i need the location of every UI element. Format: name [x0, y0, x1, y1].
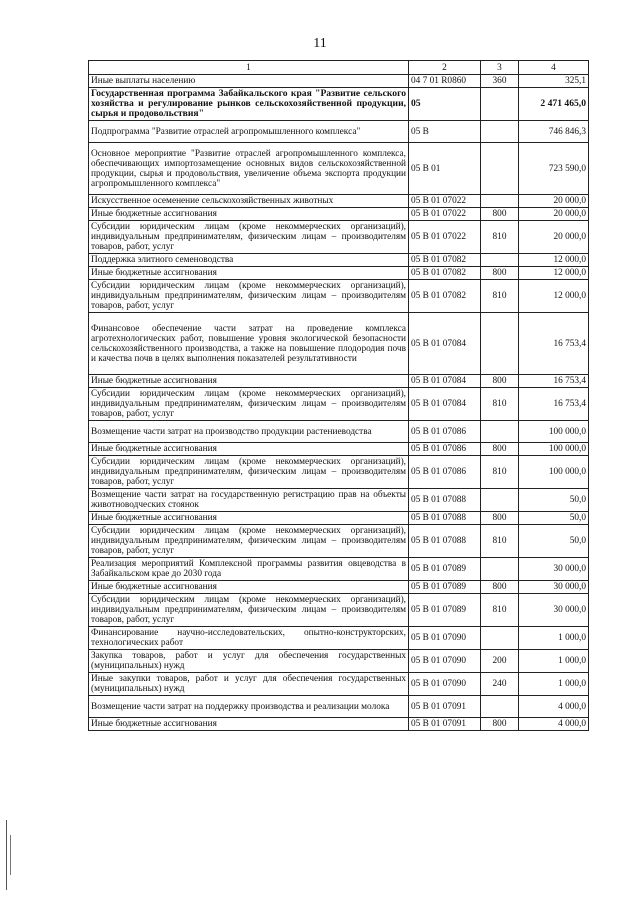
row-amount-cell: 1 000,0	[519, 627, 589, 650]
table-row	[89, 75, 589, 88]
table-row	[89, 696, 589, 718]
table-row	[89, 594, 589, 627]
table-row	[89, 280, 589, 313]
row-amount-cell: 50,0	[519, 512, 589, 525]
row-name-cell: Субсидии юридическим лицам (кроме некоммерческих организаций), индивидуальным предпринимателям, физическим лицам – производителям товаров, работ, услуг	[89, 525, 409, 558]
table-row	[89, 489, 589, 512]
row-code-cell: 05 В 01 07082	[409, 254, 481, 267]
row-name-cell: Иные выплаты населению	[89, 75, 409, 88]
row-expense-type-cell: 360	[481, 75, 519, 88]
table-body	[89, 61, 589, 731]
table-row	[89, 143, 589, 195]
row-expense-type-cell: 810	[481, 221, 519, 254]
row-expense-type-cell	[481, 696, 519, 718]
row-name-cell: Иные бюджетные ассигнования	[89, 581, 409, 594]
row-code-cell: 05 В 01 07082	[409, 267, 481, 280]
row-expense-type-cell	[481, 421, 519, 443]
row-code-cell: 05 В 01 07088	[409, 512, 481, 525]
column-header-row	[89, 61, 589, 75]
row-expense-type-cell	[481, 121, 519, 143]
row-expense-type-cell: 800	[481, 267, 519, 280]
row-name-cell: Иные бюджетные ассигнования	[89, 208, 409, 221]
row-expense-type-cell: 800	[481, 375, 519, 388]
row-amount-cell: 100 000,0	[519, 456, 589, 489]
row-code-cell: 04 7 01 R0860	[409, 75, 481, 88]
row-code-cell: 05 В 01 07088	[409, 525, 481, 558]
table-row	[89, 525, 589, 558]
table-row	[89, 581, 589, 594]
row-name-cell: Подпрограмма "Развитие отраслей агропромышленного комплекса"	[89, 121, 409, 143]
budget-allocation-table	[88, 60, 589, 731]
row-name-cell: Возмещение части затрат на государственную регистрацию прав на объекты животноводческих стоянок	[89, 489, 409, 512]
row-expense-type-cell	[481, 627, 519, 650]
table-row	[89, 208, 589, 221]
row-name-cell: Иные закупки товаров, работ и услуг для обеспечения государственных (муниципальных) нужд	[89, 673, 409, 696]
row-name-cell: Реализация мероприятий Комплексной программы развития овцеводства в Забайкальском крае до 2030 года	[89, 558, 409, 581]
column-header-1: 1	[89, 61, 409, 75]
row-code-cell: 05 В 01 07089	[409, 558, 481, 581]
table-row	[89, 443, 589, 456]
table-row	[89, 512, 589, 525]
row-amount-cell: 1 000,0	[519, 673, 589, 696]
row-name-cell: Субсидии юридическим лицам (кроме некоммерческих организаций), индивидуальным предпринимателям, физическим лицам – производителям товаров, работ, услуг	[89, 456, 409, 489]
row-amount-cell: 50,0	[519, 525, 589, 558]
row-name-cell: Иные бюджетные ассигнования	[89, 718, 409, 731]
row-expense-type-cell: 800	[481, 512, 519, 525]
row-name-cell: Закупка товаров, работ и услуг для обеспечения государственных (муниципальных) нужд	[89, 650, 409, 673]
row-expense-type-cell: 800	[481, 581, 519, 594]
column-header-3: 3	[481, 61, 519, 75]
row-code-cell: 05 В 01 07084	[409, 375, 481, 388]
row-code-cell: 05 В 01 07089	[409, 594, 481, 627]
table-row	[89, 558, 589, 581]
row-expense-type-cell: 800	[481, 208, 519, 221]
row-amount-cell: 4 000,0	[519, 718, 589, 731]
table-row	[89, 388, 589, 421]
row-code-cell: 05 В 01 07090	[409, 627, 481, 650]
row-code-cell: 05 В 01 07022	[409, 221, 481, 254]
row-expense-type-cell: 800	[481, 718, 519, 731]
row-name-cell: Поддержка элитного семеноводства	[89, 254, 409, 267]
table-row	[89, 456, 589, 489]
row-expense-type-cell	[481, 313, 519, 375]
row-code-cell: 05 В	[409, 121, 481, 143]
row-code-cell: 05 В 01 07022	[409, 195, 481, 208]
table-row	[89, 267, 589, 280]
row-code-cell: 05 В 01 07082	[409, 280, 481, 313]
table-row	[89, 375, 589, 388]
page-number: 11	[313, 36, 327, 51]
column-header-2: 2	[409, 61, 481, 75]
row-code-cell: 05 В 01	[409, 143, 481, 195]
row-amount-cell: 100 000,0	[519, 443, 589, 456]
row-expense-type-cell: 240	[481, 673, 519, 696]
row-expense-type-cell	[481, 195, 519, 208]
table-row	[89, 88, 589, 121]
row-amount-cell: 16 753,4	[519, 375, 589, 388]
row-amount-cell: 16 753,4	[519, 388, 589, 421]
row-amount-cell: 30 000,0	[519, 594, 589, 627]
row-name-cell: Возмещение части затрат на поддержку производства и реализации молока	[89, 696, 409, 718]
row-expense-type-cell: 200	[481, 650, 519, 673]
row-code-cell: 05 В 01 07086	[409, 456, 481, 489]
table-row	[89, 221, 589, 254]
row-name-cell: Возмещение части затрат на производство продукции растениеводства	[89, 421, 409, 443]
row-expense-type-cell	[481, 88, 519, 121]
row-name-cell: Искусственное осеменение сельскохозяйственных животных	[89, 195, 409, 208]
row-amount-cell: 20 000,0	[519, 221, 589, 254]
table-row	[89, 421, 589, 443]
row-code-cell: 05 В 01 07086	[409, 421, 481, 443]
table-row	[89, 254, 589, 267]
row-amount-cell: 16 753,4	[519, 313, 589, 375]
margin-mark	[6, 820, 7, 890]
row-amount-cell: 723 590,0	[519, 143, 589, 195]
row-code-cell: 05 В 01 07084	[409, 388, 481, 421]
row-expense-type-cell: 810	[481, 594, 519, 627]
row-expense-type-cell	[481, 254, 519, 267]
row-amount-cell: 100 000,0	[519, 421, 589, 443]
row-name-cell: Государственная программа Забайкальского края "Развитие сельского хозяйства и регулирование рынков сельскохозяйственной продукции, сырья и продовольствия"	[89, 88, 409, 121]
row-name-cell: Иные бюджетные ассигнования	[89, 375, 409, 388]
row-amount-cell: 12 000,0	[519, 280, 589, 313]
row-amount-cell: 2 471 465,0	[519, 88, 589, 121]
row-name-cell: Иные бюджетные ассигнования	[89, 443, 409, 456]
row-code-cell: 05 В 01 07086	[409, 443, 481, 456]
row-amount-cell: 12 000,0	[519, 254, 589, 267]
row-code-cell: 05 В 01 07091	[409, 696, 481, 718]
row-amount-cell: 1 000,0	[519, 650, 589, 673]
row-expense-type-cell: 810	[481, 280, 519, 313]
row-name-cell: Субсидии юридическим лицам (кроме некоммерческих организаций), индивидуальным предпринимателям, физическим лицам – производителям товаров, работ, услуг	[89, 594, 409, 627]
row-expense-type-cell	[481, 558, 519, 581]
row-name-cell: Иные бюджетные ассигнования	[89, 267, 409, 280]
table-row	[89, 195, 589, 208]
row-name-cell: Финансирование научно-исследовательских, опытно-конструкторских, технологических работ	[89, 627, 409, 650]
table-row	[89, 673, 589, 696]
row-name-cell: Субсидии юридическим лицам (кроме некоммерческих организаций), индивидуальным предпринимателям, физическим лицам – производителям товаров, работ, услуг	[89, 221, 409, 254]
row-amount-cell: 325,1	[519, 75, 589, 88]
row-amount-cell: 50,0	[519, 489, 589, 512]
row-expense-type-cell	[481, 489, 519, 512]
row-code-cell: 05 В 01 07022	[409, 208, 481, 221]
row-amount-cell: 4 000,0	[519, 696, 589, 718]
row-code-cell: 05 В 01 07091	[409, 718, 481, 731]
row-code-cell: 05 В 01 07090	[409, 650, 481, 673]
row-code-cell: 05 В 01 07084	[409, 313, 481, 375]
row-code-cell: 05	[409, 88, 481, 121]
row-name-cell: Финансовое обеспечение части затрат на проведение комплекса агротехнологических работ, повышение уровня экологической безопасности сельскохозяйственного производства, а также на повышение плодородия почв и качества почв в целях выполнения показателей результативности	[89, 313, 409, 375]
row-expense-type-cell: 810	[481, 525, 519, 558]
column-header-4: 4	[519, 61, 589, 75]
row-amount-cell: 30 000,0	[519, 558, 589, 581]
row-name-cell: Субсидии юридическим лицам (кроме некоммерческих организаций), индивидуальным предпринимателям, физическим лицам – производителям товаров, работ, услуг	[89, 388, 409, 421]
row-name-cell: Субсидии юридическим лицам (кроме некоммерческих организаций), индивидуальным предпринимателям, физическим лицам – производителям товаров, работ, услуг	[89, 280, 409, 313]
table-row	[89, 627, 589, 650]
row-amount-cell: 30 000,0	[519, 581, 589, 594]
row-name-cell: Основное мероприятие "Развитие отраслей агропромышленного комплекса, обеспечивающих импортозамещение основных видов сельскохозяйственной продукции, сырья и продовольствия, увеличение объема экспорта продукции агропромышленного комплекса"	[89, 143, 409, 195]
table-row	[89, 650, 589, 673]
row-amount-cell: 20 000,0	[519, 208, 589, 221]
row-expense-type-cell: 800	[481, 443, 519, 456]
table-row	[89, 121, 589, 143]
table-row	[89, 718, 589, 731]
row-expense-type-cell: 810	[481, 388, 519, 421]
row-code-cell: 05 В 01 07088	[409, 489, 481, 512]
row-code-cell: 05 В 01 07090	[409, 673, 481, 696]
row-code-cell: 05 В 01 07089	[409, 581, 481, 594]
row-name-cell: Иные бюджетные ассигнования	[89, 512, 409, 525]
row-expense-type-cell: 810	[481, 456, 519, 489]
table-row	[89, 313, 589, 375]
row-amount-cell: 12 000,0	[519, 267, 589, 280]
row-amount-cell: 20 000,0	[519, 195, 589, 208]
row-amount-cell: 746 846,3	[519, 121, 589, 143]
margin-mark-secondary	[10, 835, 11, 875]
row-expense-type-cell	[481, 143, 519, 195]
